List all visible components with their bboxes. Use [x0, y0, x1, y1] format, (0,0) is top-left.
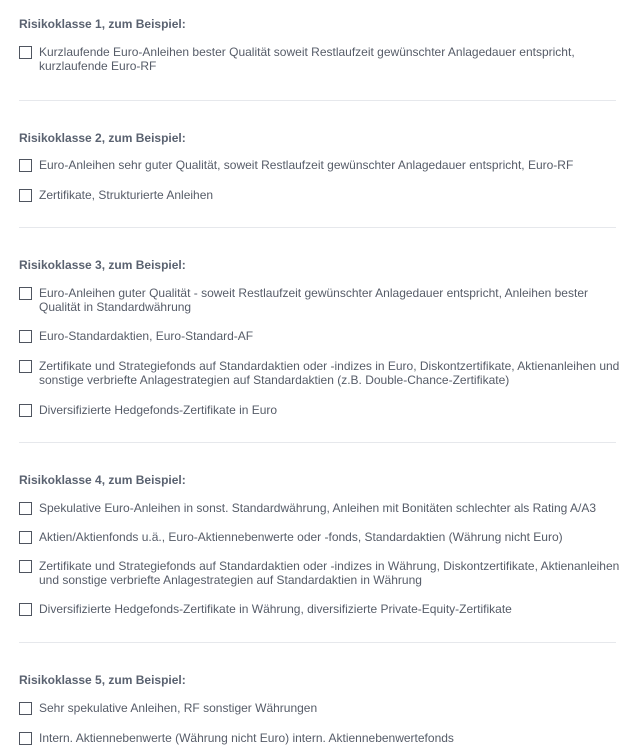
section-divider — [19, 100, 616, 101]
option-label: Sehr spekulative Anleihen, RF sonstiger Währungen — [39, 701, 318, 715]
option-label: Diversifizierte Hedgefonds-Zertifikate in Währung, diversifizierte Private-Equity-Zertifikate — [39, 602, 512, 616]
risk-class-1-heading: Risikoklasse 1, zum Beispiel: — [19, 17, 186, 31]
option-label: Euro-Anleihen sehr guter Qualität, soweit Restlaufzeit gewünschter Anlagedauer entspricht, Euro-RF — [39, 158, 574, 172]
checkbox[interactable] — [19, 404, 32, 417]
option-label: Aktien/Aktienfonds u.ä., Euro-Aktiennebenwerte oder -fonds, Standardaktien (Währung nicht Euro) — [39, 530, 563, 544]
option-label: Kurzlaufende Euro-Anleihen bester Qualität soweit Restlaufzeit gewünschter Anlagedauer entspricht, kurzlaufende Euro-RF — [39, 45, 575, 73]
section-divider — [19, 227, 616, 228]
option-label: Zertifikate und Strategiefonds auf Standardaktien oder -indizes in Währung, Diskontzertifikate, Aktienanleihen und sonstige verbriefte Anlagestrategien auf Standardaktien in Währung — [39, 559, 620, 587]
checkbox[interactable] — [19, 603, 32, 616]
option-label: Euro-Standardaktien, Euro-Standard-AF — [39, 329, 254, 343]
option-label: Spekulative Euro-Anleihen in sonst. Standardwährung, Anleihen mit Bonitäten schlechter als Rating A/A3 — [39, 501, 597, 515]
risk-class-5-heading: Risikoklasse 5, zum Beispiel: — [19, 673, 186, 687]
risk-class-2-heading: Risikoklasse 2, zum Beispiel: — [19, 131, 186, 145]
checkbox[interactable] — [19, 502, 32, 515]
checkbox[interactable] — [19, 330, 32, 343]
checkbox[interactable] — [19, 287, 32, 300]
checkbox[interactable] — [19, 702, 32, 715]
risk-class-4-heading: Risikoklasse 4, zum Beispiel: — [19, 473, 186, 487]
option-label: Zertifikate, Strukturierte Anleihen — [39, 188, 214, 202]
option-label: Euro-Anleihen guter Qualität - soweit Restlaufzeit gewünschter Anlagedauer entspricht, Anleihen bester Qualität in Standardwährung — [39, 286, 588, 314]
checkbox[interactable] — [19, 560, 32, 573]
option-label: Intern. Aktiennebenwerte (Währung nicht Euro) intern. Aktiennebenwertefonds — [39, 731, 454, 745]
section-divider — [19, 642, 616, 643]
risk-class-3-heading: Risikoklasse 3, zum Beispiel: — [19, 258, 186, 272]
checkbox[interactable] — [19, 46, 32, 59]
checkbox[interactable] — [19, 531, 32, 544]
section-divider — [19, 442, 616, 443]
option-label: Diversifizierte Hedgefonds-Zertifikate in Euro — [39, 403, 278, 417]
checkbox[interactable] — [19, 732, 32, 745]
checkbox[interactable] — [19, 159, 32, 172]
option-label: Zertifikate und Strategiefonds auf Standardaktien oder -indizes in Euro, Diskontzertifikate, Aktienanleihen und sonstige verbriefte Anlagestrategien auf Standardaktien (z.B. Double-Chance-Zertifikate) — [39, 359, 620, 387]
checkbox[interactable] — [19, 189, 32, 202]
checkbox[interactable] — [19, 360, 32, 373]
